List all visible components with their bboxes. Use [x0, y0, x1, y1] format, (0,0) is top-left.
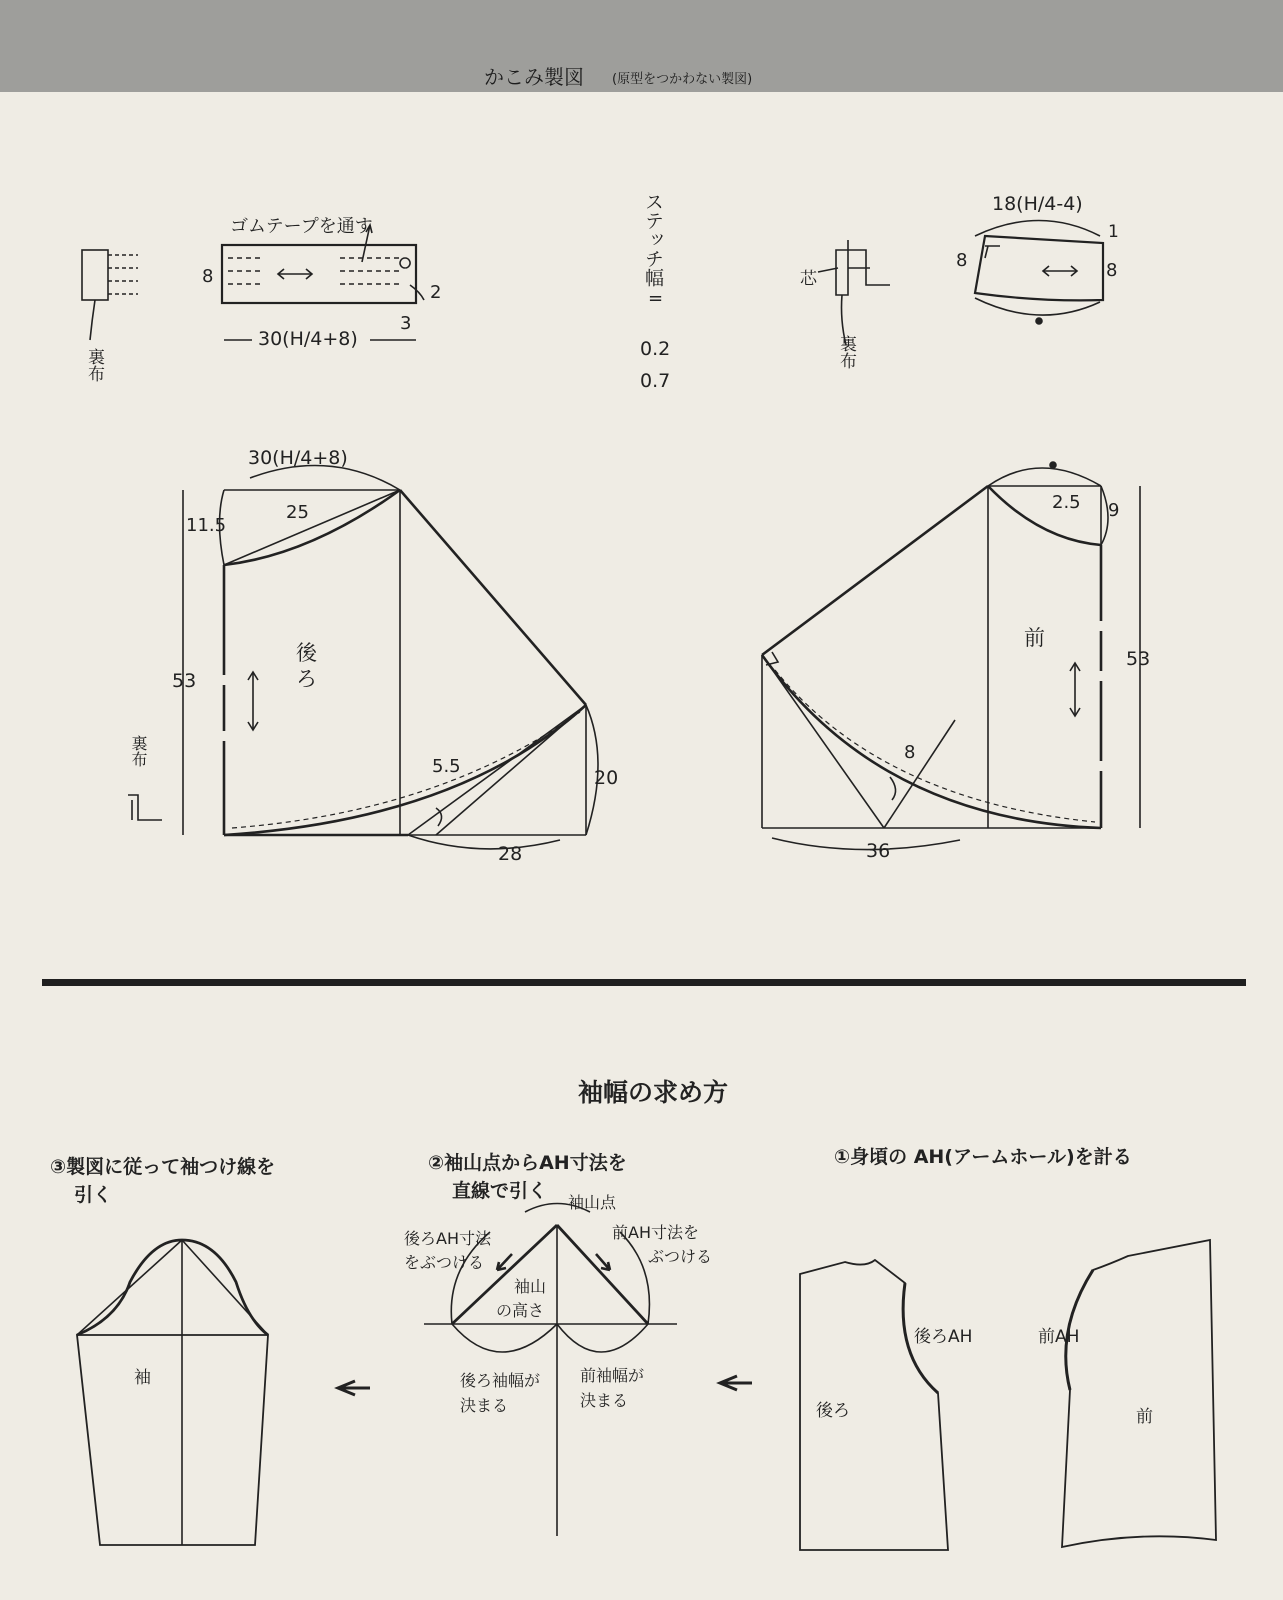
step3-sleeve-label: 袖: [134, 1368, 151, 1388]
waistband-width: 30(H/4+8): [258, 328, 358, 350]
step2-front-ah-line2: ぶつける: [648, 1247, 713, 1266]
waistband-dim-2: 2: [430, 282, 442, 303]
back-dim-c: 5.5: [432, 756, 461, 777]
waistband-piece: [222, 225, 424, 340]
section-divider: [42, 979, 1246, 986]
back-top-dim: 30(H/4+8): [248, 447, 348, 469]
stitch-label: ステッチ幅: [642, 192, 664, 287]
back-dim-a: 11.5: [186, 515, 227, 536]
step1-front-ah: 前AH: [1038, 1327, 1080, 1347]
stitch-v1: 0.2: [640, 338, 671, 360]
collar-dim-1: 1: [1108, 222, 1119, 242]
front-bottom: 36: [866, 840, 891, 862]
front-panel: [762, 462, 1140, 850]
stitch-v2: 0.7: [640, 370, 671, 392]
back-bottom: 28: [498, 843, 523, 865]
front-dim-c: 8: [904, 742, 916, 763]
step2-front-ah-line1: 前AH寸法を: [612, 1223, 699, 1242]
stitch-eq: =: [648, 288, 664, 309]
step2-height-line2: の高さ: [496, 1301, 545, 1320]
header-subtitle: (原型をつかわない製図): [612, 72, 753, 87]
step3-title-line2: 引く: [74, 1184, 113, 1206]
step1-back-ah: 後ろAH: [914, 1327, 973, 1347]
right-cross-section: [818, 240, 890, 345]
gomu-label: ゴムテープを通す: [230, 216, 373, 237]
back-dim-d: 20: [594, 767, 619, 789]
step1-front-label: 前: [1136, 1407, 1153, 1427]
step2-peak: 袖山点: [568, 1193, 617, 1212]
step2-back-width-line1: 後ろ袖幅が: [460, 1371, 541, 1390]
step2-back-ah-line2: をぶつける: [404, 1253, 485, 1272]
step3-title-line1: ③製図に従って袖つけ線を: [50, 1156, 276, 1178]
step1-back-label: 後ろ: [816, 1401, 850, 1421]
back-panel-label: 後ろ: [296, 641, 317, 691]
waistband-dim-3: 3: [400, 313, 412, 334]
shin-label: 芯: [800, 269, 817, 289]
step2-front-width-line2: 決まる: [580, 1391, 629, 1410]
step2-front-width-line1: 前袖幅が: [580, 1366, 645, 1385]
sleeve-step3: [77, 1240, 268, 1545]
step2-title-line1: ②袖山点からAH寸法を: [428, 1152, 627, 1174]
collar-piece: [975, 221, 1103, 325]
back-dim-b: 25: [286, 502, 309, 523]
collar-height-left: 8: [956, 250, 968, 271]
sleeve-heading: 袖幅の求め方: [578, 1078, 729, 1107]
front-panel-label: 前: [1024, 626, 1045, 650]
front-dim-a: 2.5: [1052, 492, 1081, 513]
step2-back-ah-line1: 後ろAH寸法: [404, 1229, 491, 1248]
left-ura-label: 裏布: [84, 348, 104, 382]
step1-title: ①身頃の AH(アームホール)を計る: [834, 1146, 1132, 1168]
collar-height-right: 8: [1106, 260, 1118, 281]
front-height: 53: [1126, 648, 1151, 670]
collar-width: 18(H/4-4): [992, 193, 1083, 215]
header-title: かこみ製図: [484, 65, 584, 89]
step2-back-width-line2: 決まる: [460, 1396, 509, 1415]
waistband-height: 8: [202, 266, 214, 287]
right-ura-label: 裏布: [836, 335, 856, 369]
back-height: 53: [172, 670, 197, 692]
front-dim-b: 9: [1108, 500, 1120, 521]
left-cross-section: [82, 250, 138, 340]
back-ura-label: 裏布: [129, 735, 148, 767]
step2-title-line2: 直線で引く: [452, 1180, 548, 1202]
step2-height-line1: 袖山: [514, 1277, 547, 1296]
